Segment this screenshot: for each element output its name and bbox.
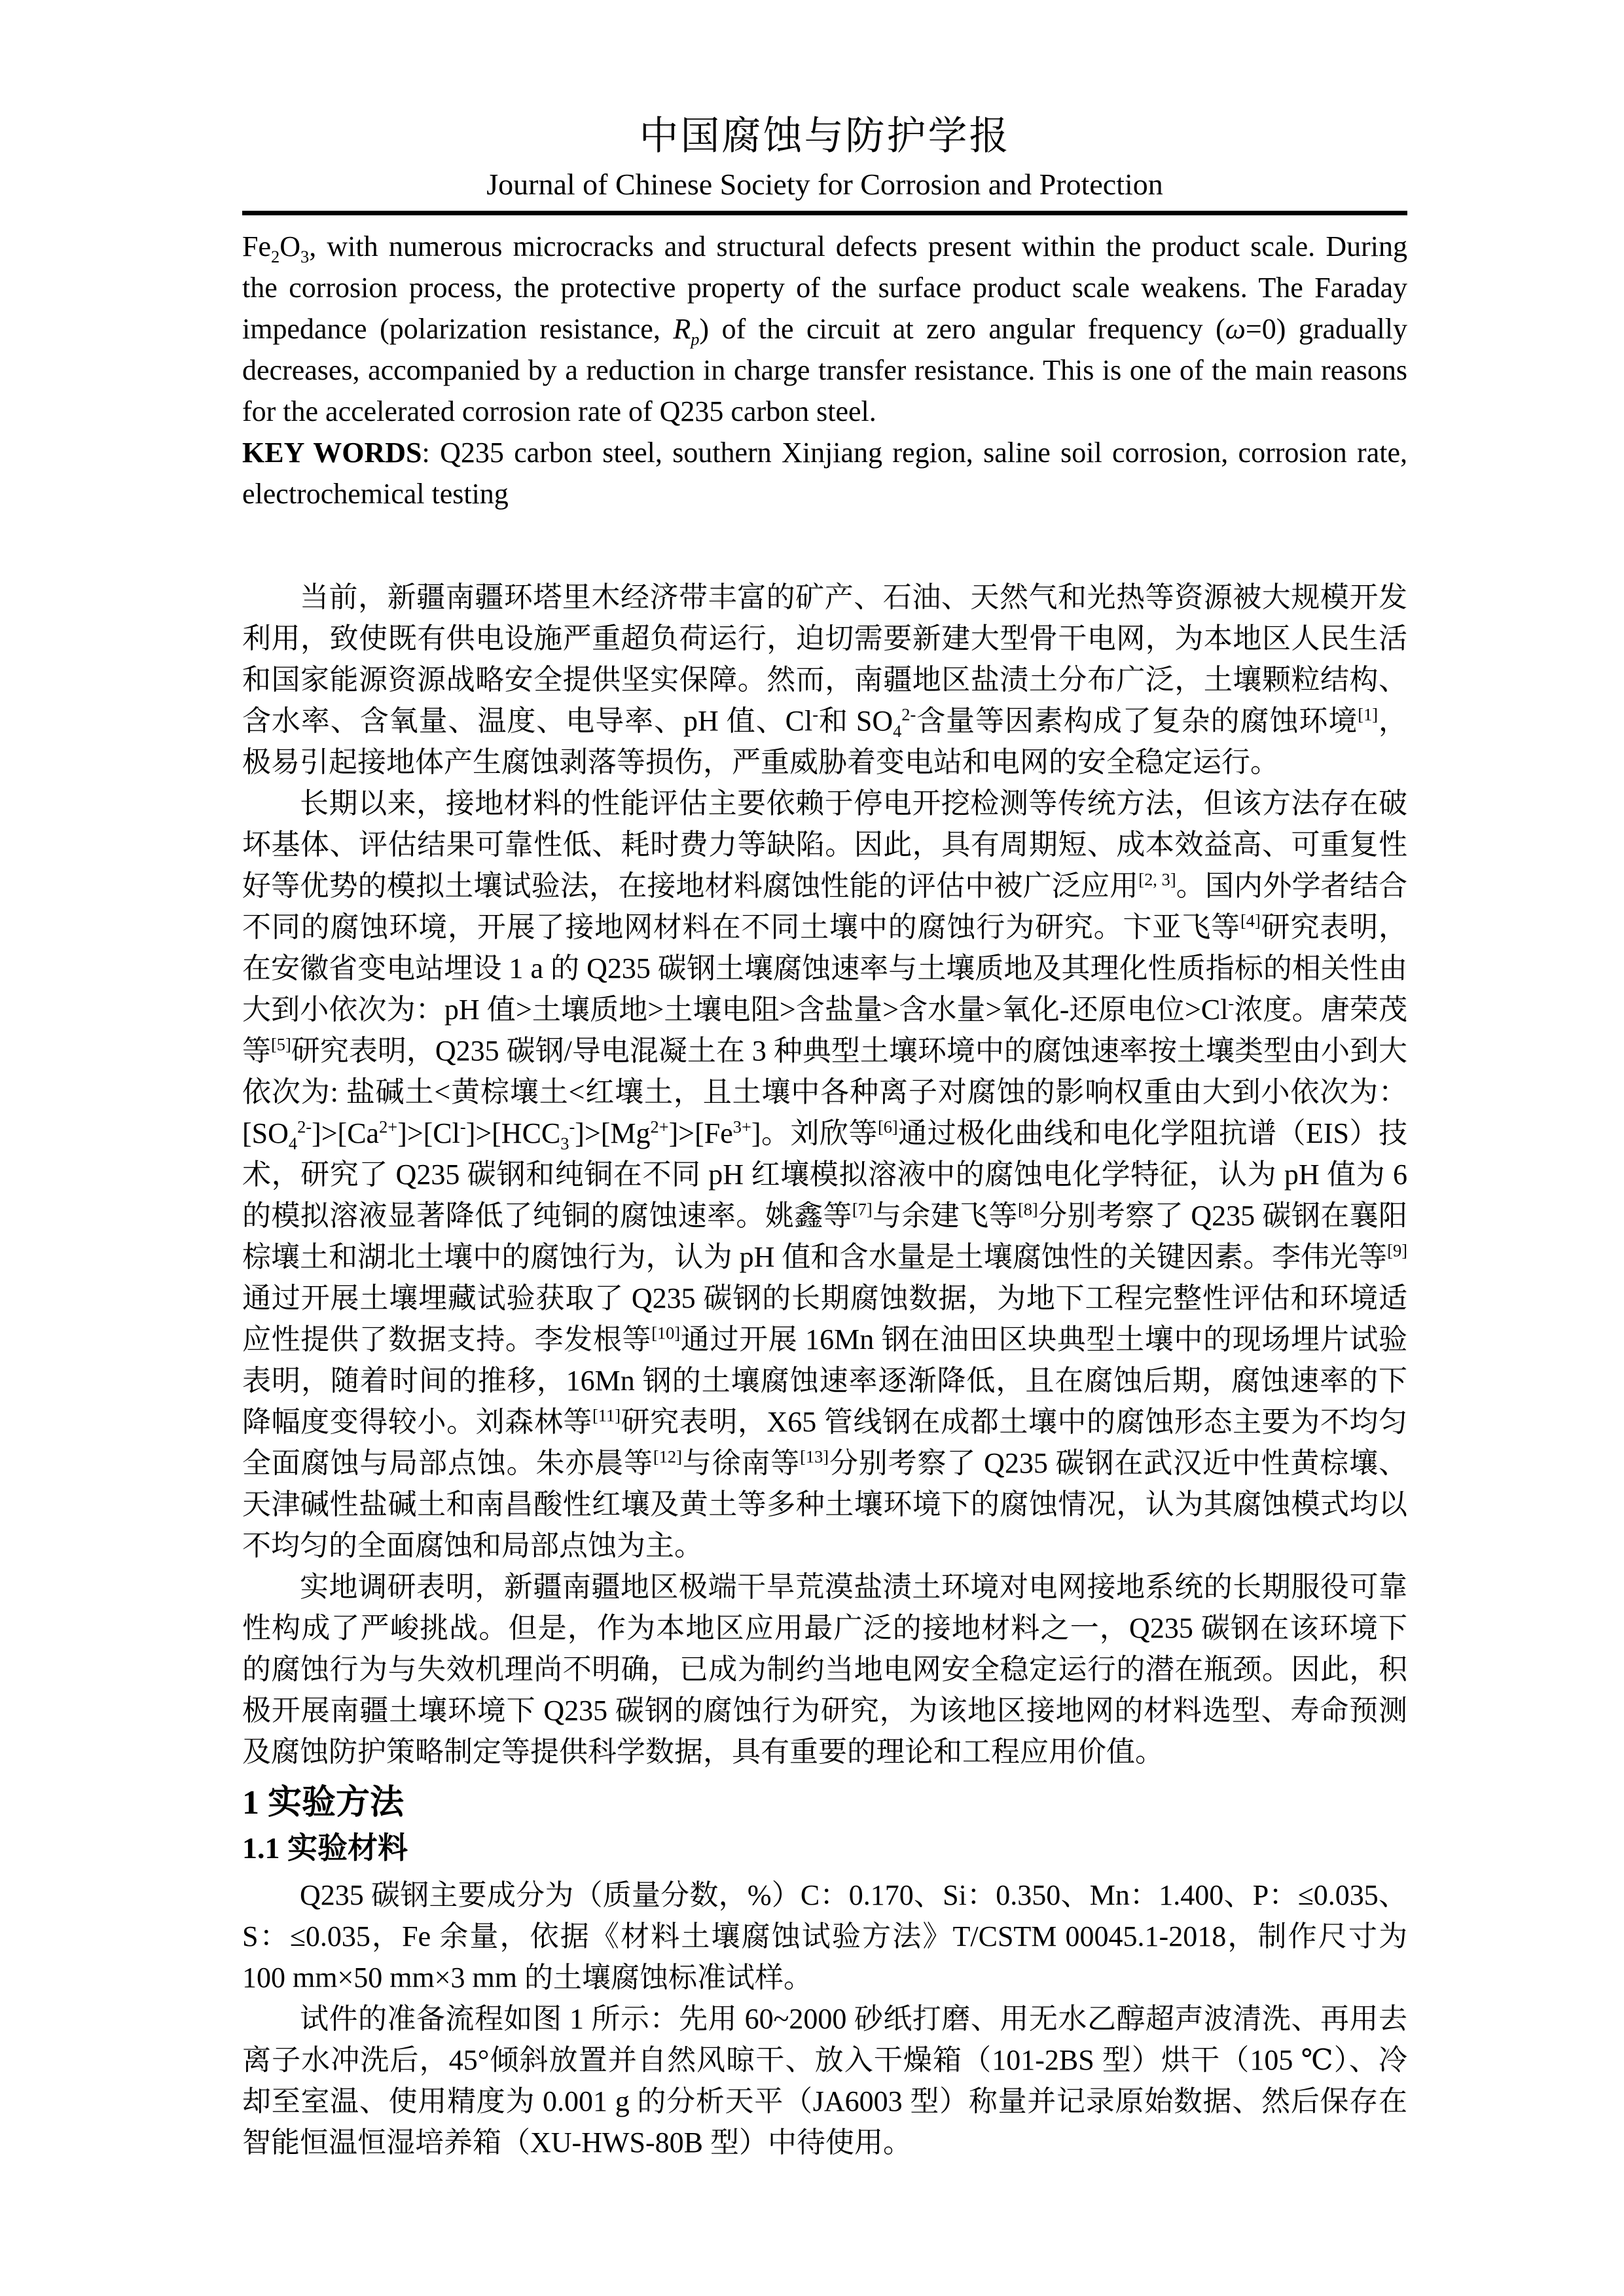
intro-paragraph-2: 长期以来，接地材料的性能评估主要依赖于停电开挖检测等传统方法，但该方法存在破坏基体、评估结果可靠性低、耗时费力等缺陷。因此，具有周期短、成本效益高、可重复性好等优势的模拟土壤试验法，在接地材料腐蚀性能的评估中被广泛应用[2, 3]。国内外学者结合不同的腐蚀环境，开展了接地网材料在不同土壤中的腐蚀行为研究。卞亚飞等[4]研究表明，在安徽省变电站埋设 1 a 的 Q235 碳钢土壤腐蚀速率与土壤质地及其理化性质指标的相关性由大到小依次为：pH 值>土壤质地>土壤电阻>含盐量>含水量>氧化-还原电位>Cl-浓度。唐荣茂等[5]研究表明，Q235 碳钢/导电混凝土在 3 种典型土壤环境中的腐蚀速率按土壤类型由小到大依次为: 盐碱土<黄棕壤土<红壤土，且土壤中各种离子对腐蚀的影响权重由大到小依次为：$[SO_4^{2-}]>[Ca^{2+}]>[Cl^-]>[HCC_3^-]>[Mg^{2+}]>[Fe^{3+}]$。刘欣等[6]通过极化曲线和电化学阻抗谱（EIS）技术，研究了 Q235 碳钢和纯铜在不同 pH 红壤模拟溶液中的腐蚀电化学特征，认为 pH 值为 6 的模拟溶液显著降低了纯铜的腐蚀速率。姚鑫等[7]与余建飞等[8]分别考察了 Q235 碳钢在襄阳棕壤土和湖北土壤中的腐蚀行为，认为 pH 值和含水量是土壤腐蚀性的关键因素。李伟光等[9]通过开展土壤埋藏试验获取了 Q235 碳钢的长期腐蚀数据，为地下工程完整性评估和环境适应性提供了数据支持。李发根等[10]通过开展 16Mn 钢在油田区块典型土壤中的现场埋片试验表明，随着时间的推移，16Mn 钢的土壤腐蚀速率逐渐降低，且在腐蚀后期，腐蚀速率的下降幅度变得较小。刘森林等[11]研究表明，X65 管线钢在成都土壤中的腐蚀形态主要为不均匀全面腐蚀与局部点蚀。朱亦晨等[12]与徐南等[13]分别考察了 Q235 碳钢在武汉近中性黄棕壤、天津碱性盐碱土和南昌酸性红壤及黄土等多种土壤环境下的腐蚀情况，认为其腐蚀模式均以不均匀的全面腐蚀和局部点蚀为主。 [242, 787, 1408, 1562]
blank-line-spacer [242, 514, 1407, 577]
keywords-paragraph: KEY WORDS: Q235 carbon steel, southern Xinjiang region, saline soil corrosion, corrosion rate, electrochemical testing [242, 437, 1407, 510]
intro-paragraph-1: 当前，新疆南疆环塔里木经济带丰富的矿产、石油、天然气和光热等资源被大规模开发利用，致使既有供电设施严重超负荷运行，迫切需要新建大型骨干电网，为本地区人民生活和国家能源资源战略安全提供坚实保障。然而，南疆地区盐渍土分布广泛，土壤颗粒结构、含水率、含氧量、温度、电导率、pH 值、Cl-和 $SO_4^{2-}$含量等因素构成了复杂的腐蚀环境[1]，极易引起接地体产生腐蚀剥落等损伤，严重威胁着变电站和电网的安全稳定运行。 [242, 581, 1407, 778]
materials-paragraph-2: 试件的准备流程如图 1 所示：先用 60~2000 砂纸打磨、用无水乙醇超声波清洗、再用去离子水冲洗后，45°倾斜放置并自然风晾干、放入干燥箱（101-2BS 型）烘干（105 ℃）、冷却至室温、使用精度为 0.001 g 的分析天平（JA6003 型）称量并记录原始数据、然后保存在智能恒温恒湿培养箱（XU-HWS-80B 型）中待使用。 [242, 2003, 1407, 2159]
header-divider-rule [242, 211, 1407, 215]
section-1-1-heading: 1.1 实验材料 [242, 1831, 408, 1865]
materials-paragraph-1: Q235 碳钢主要成分为（质量分数，%）C：0.170、Si：0.350、Mn：1.400、P：≤0.035、S：≤0.035，Fe 余量，依据《材料土壤腐蚀试验方法》T/CSTM 00045.1-2018，制作尺寸为 100 mm×50 mm×3 mm 的土壤腐蚀标准试样。 [242, 1879, 1407, 1994]
abstract-continuation-paragraph: $Fe_2O_3$, with numerous microcracks and structural defects present within the product scale. During the corrosion process, the protective property of the surface product scale weakens. The Faraday impedance (polarization resistance, $R_p$) of the circuit at zero angular frequency (ω=0) gradually decreases, accompanied by a reduction in charge transfer resistance. This is one of the main reasons for the accelerated corrosion rate of Q235 carbon steel. [242, 230, 1407, 427]
journal-header [242, 113, 1407, 215]
journal-title-chinese: 中国腐蚀与防护学报 [639, 115, 1011, 158]
section-1-heading: 1 实验方法 [242, 1784, 405, 1821]
journal-title-english: Journal of Chinese Society for Corrosion and Protection [486, 168, 1163, 201]
page-body [242, 226, 1407, 2163]
intro-paragraph-3: 实地调研表明，新疆南疆地区极端干旱荒漠盐渍土环境对电网接地系统的长期服役可靠性构成了严峻挑战。但是，作为本地区应用最广泛的接地材料之一，Q235 碳钢在该环境下的腐蚀行为与失效机理尚不明确，已成为制约当地电网安全稳定运行的潜在瓶颈。因此，积极开展南疆土壤环境下 Q235 碳钢的腐蚀行为研究，为该地区接地网的材料选型、寿命预测及腐蚀防护策略制定等提供科学数据，具有重要的理论和工程应用价值。 [242, 1571, 1407, 1768]
